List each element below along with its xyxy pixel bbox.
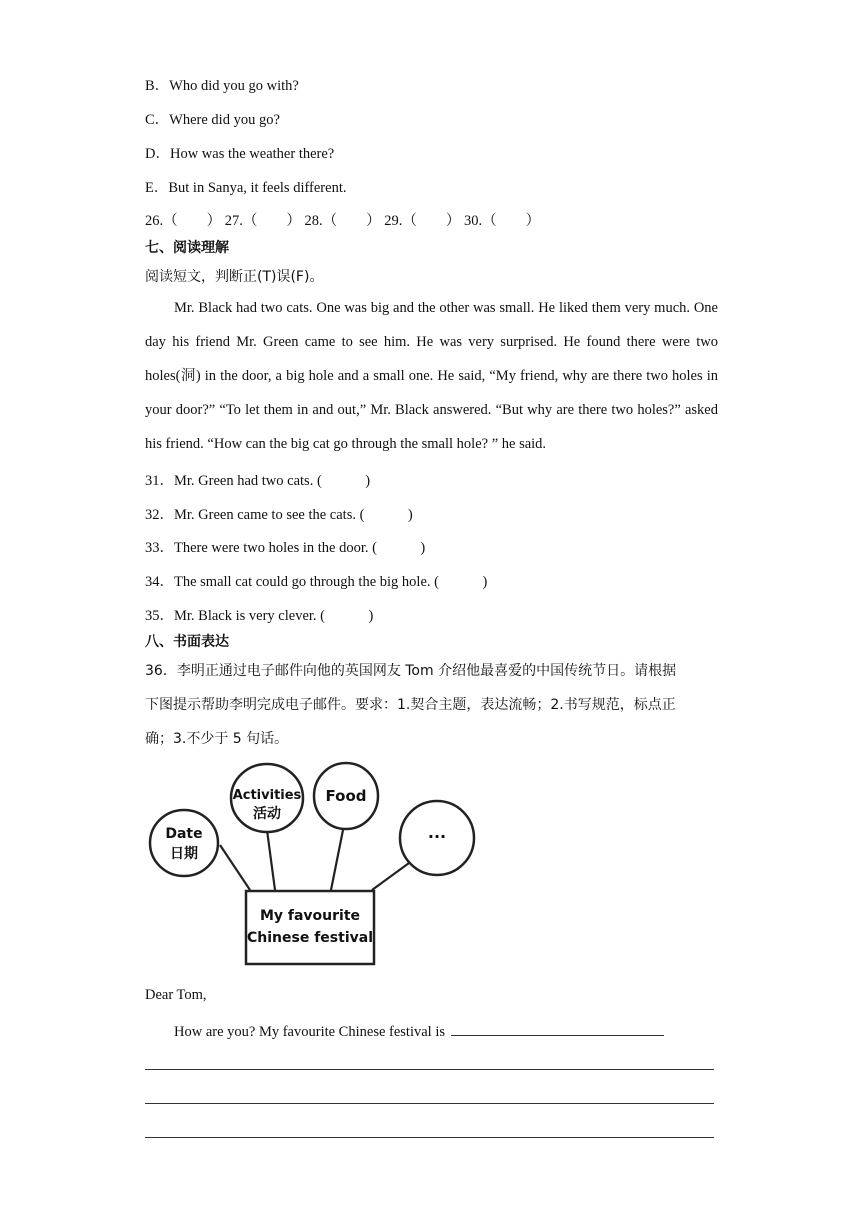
option-d: D．How was the weather there? — [145, 146, 335, 162]
section-7-title: 七、阅读理解 — [145, 240, 229, 256]
more-label: ... — [427, 823, 447, 842]
question-33: 33．There were two holes in the door. ( ) — [145, 540, 426, 556]
section-7-instruction: 阅读短文，判断正(T)误(F)。 — [145, 269, 324, 285]
writing-prompt-line-2: 下图提示帮助李明完成电子邮件。要求：1.契合主题，表达流畅；2.书写规范，标点正 — [145, 697, 676, 713]
question-31: 31．Mr. Green had two cats. ( ) — [145, 473, 371, 489]
writing-prompt-line-3: 确；3.不少于 5 句话。 — [145, 731, 289, 747]
letter-greeting: Dear Tom, — [145, 987, 207, 1003]
letter-opening-line — [174, 1021, 664, 1041]
activities-label: Activities — [232, 788, 302, 803]
activities-label-cn: 活动 — [253, 806, 281, 822]
letter-opening: How are you? My favourite Chinese festival is — [174, 1024, 445, 1040]
center-label-line-2: Chinese festival — [247, 930, 373, 946]
reading-passage — [145, 291, 718, 461]
date-bubble — [150, 810, 218, 876]
writing-line-1[interactable] — [145, 1069, 714, 1070]
option-e: E．But in Sanya, it feels different. — [145, 180, 347, 196]
option-c: C．Where did you go? — [145, 112, 280, 128]
section-8-title: 八、书面表达 — [145, 634, 229, 650]
writing-prompt-line-1: 36．李明正通过电子邮件向他的英国网友 Tom 介绍他最喜爱的中国传统节日。请根据 — [145, 663, 677, 679]
date-label: Date — [165, 826, 203, 842]
question-35: 35．Mr. Black is very clever. ( ) — [145, 608, 374, 624]
festival-mind-map — [145, 758, 490, 970]
option-b: B．Who did you go with? — [145, 78, 299, 94]
center-label-line-1: My favourite — [259, 908, 361, 924]
writing-line-3[interactable] — [145, 1137, 714, 1138]
writing-line-2[interactable] — [145, 1103, 714, 1104]
festival-blank[interactable] — [451, 1021, 664, 1036]
food-label: Food — [325, 787, 367, 805]
answer-row: 26.（ ） 27.（ ） 28.（ ） 29.（ ） 30.（ ） — [145, 213, 541, 229]
passage-text: Mr. Black had two cats. One was big and the other was small. He liked them very much. One day his friend Mr. Green came to see him. He was very surprised. He found there were two holes(洞) in the door, a big hole and a small one. He said, “My friend, why are there two holes in your door?” “To let them in and out,” Mr. Black answered. “But why are there two holes?” asked his friend. “How can the big cat go through the small hole? ” he said. — [145, 300, 718, 452]
date-label-cn: 日期 — [170, 846, 198, 862]
question-34: 34．The small cat could go through the big hole. ( ) — [145, 574, 488, 590]
question-32: 32．Mr. Green came to see the cats. ( ) — [145, 507, 413, 523]
center-box — [246, 891, 374, 964]
